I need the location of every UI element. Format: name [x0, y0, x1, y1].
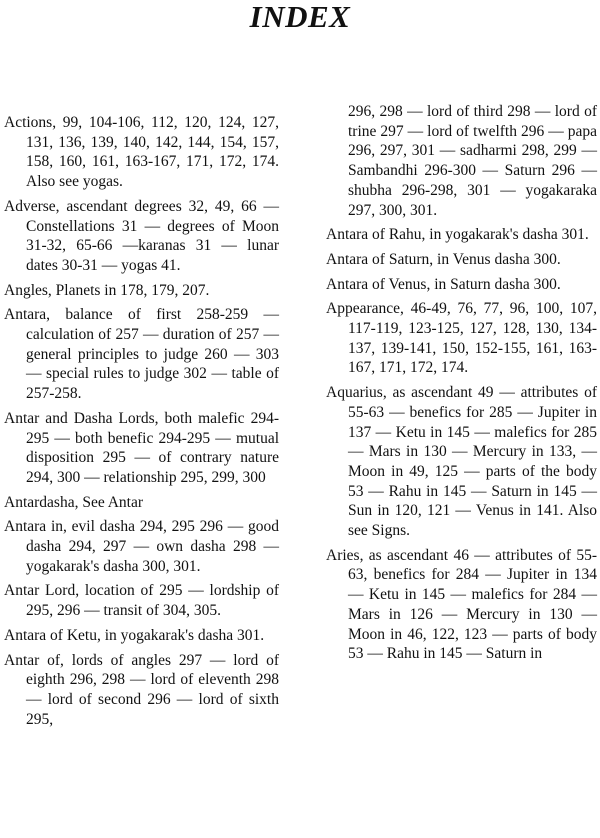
index-entry: Antara of Ketu, in yogakarak's dasha 301.	[4, 626, 265, 644]
index-entry: Antar Lord, location of 295 — lordship of 295, 296 — transit of 304, 305.	[4, 582, 279, 620]
index-entry: Appearance, 46-49, 76, 77, 96, 100, 107, 117-119, 123-125, 127, 128, 130, 134-137, 139-141, 150, 152-155, 161, 163-167, 171, 172, 174.	[326, 300, 597, 377]
index-entry: Antara in, evil dasha 294, 295 296 — good dasha 294, 297 — own dasha 298 — yogakarak's dasha 300, 301.	[4, 518, 279, 575]
index-entry: Antar of, lords of angles 297 — lord of eighth 296, 298 — lord of eleventh 298 — lord of second 296 — lord of sixth 295,	[4, 651, 279, 728]
index-column-left	[4, 113, 279, 734]
index-entry: Angles, Planets in 178, 179, 207.	[4, 281, 210, 299]
index-entry: Antara of Saturn, in Venus dasha 300.	[326, 250, 561, 268]
index-entry: Adverse, ascendant degrees 32, 49, 66 — Constellations 31 — degrees of Moon 31-32, 65-66 —karanas 31 — lunar dates 30-31 — yogas 41.	[4, 197, 279, 274]
index-entry: Antar and Dasha Lords, both malefic 294-295 — both benefic 294-295 — mutual disposition 295 — of contrary nature 294, 300 — relationship 295, 299, 300	[4, 409, 279, 486]
index-entry-continued: 296, 298 — lord of third 298 — lord of trine 297 — lord of twelfth 296 — papa 296, 297, 301 — sadharmi 298, 299 — Sambandhi 296-300 — Saturn 296 — shubha 296-298, 301 — yogakaraka 297, 300, 301.	[348, 103, 597, 219]
index-entry: Antara, balance of first 258-259 — calculation of 257 — duration of 257 — general principles to judge 260 — 303 — special rules to judge 302 — table of 257-258.	[4, 306, 279, 403]
index-entry: Antara of Venus, in Saturn dasha 300.	[326, 275, 561, 293]
index-entry: Actions, 99, 104-106, 112, 120, 124, 127, 131, 136, 139, 140, 142, 144, 154, 157, 158, 160, 161, 163-167, 171, 172, 174. Also see yogas.	[4, 114, 279, 191]
index-entry: Aquarius, as ascendant 49 — attributes of 55-63 — benefics for 285 — Jupiter in 137 — Ketu in 145 — malefics for 285 — Mars in 130 — Mercury in 133, — Moon in 49, 125 — parts of the body 53 — Rahu in 145 — Saturn in 145 — Sun in 120, 121 — Venus in 141. Also see Signs.	[326, 384, 597, 540]
index-entry: Antara of Rahu, in yogakarak's dasha 301.	[326, 226, 589, 244]
page-title: INDEX	[249, 0, 351, 34]
index-entry: Antardasha, See Antar	[4, 493, 144, 511]
index-entry: Aries, as ascendant 46 — attributes of 55-63, benefics for 284 — Jupiter in 134 — Ketu in 145 — malefics for 284 — Mars in 126 — Mercury in 130 — Moon in 46, 122, 123 — parts of body 53 — Rahu in 145 — Saturn in	[326, 546, 597, 663]
index-column-right	[326, 103, 597, 669]
